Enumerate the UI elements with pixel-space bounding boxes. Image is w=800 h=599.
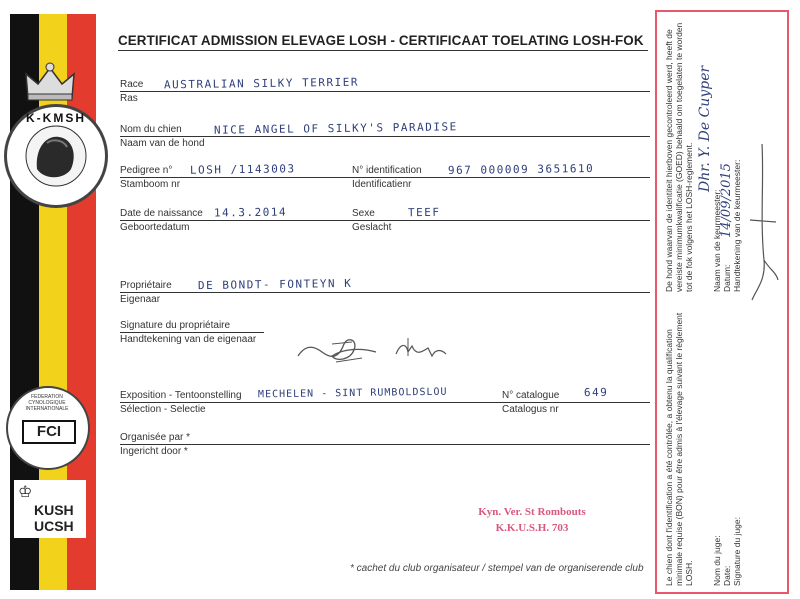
birthdate-rule (120, 220, 650, 221)
club-stamp (462, 506, 602, 534)
panel-nl-text: De hond waarvan de identiteit hierboven gecontroleerd werd, heeft de vereiste minimumkwalificatie (GOED) behaald om toegelaten te worden tot de fok volgens het LOSH-reglement. (664, 22, 694, 292)
identification-value: 967 000009 3651610 (447, 161, 595, 178)
owner-signature-scribble (292, 330, 472, 370)
identification-label-nl: Identificatienr (352, 179, 412, 190)
owner-value: DE BONDT- FONTEYN K (197, 276, 353, 293)
fci-label: FCI (22, 420, 76, 444)
exhibition-value: MECHELEN - SINT RUMBOLDSLOU (257, 386, 448, 401)
exhibition-label-nl: Sélection - Selectie (120, 404, 206, 415)
sex-label-nl: Geslacht (352, 222, 392, 233)
kush-text: KUSH (34, 502, 74, 518)
pedigree-value: LOSH /1143003 (189, 162, 296, 177)
catalogue-value: 649 (583, 385, 609, 400)
kmsh-emblem-text: K-KMSH (26, 111, 86, 125)
stamp-line-1: Kyn. Ver. St Rombouts (478, 506, 586, 518)
sex-value: TEEF (407, 205, 441, 220)
organised-label-fr: Organisée par * (120, 432, 191, 443)
fci-ring-text: FEDERATION CYNOLOGIQUE INTERNATIONALE (25, 394, 69, 412)
panel-fr-date-label: Date: (722, 565, 732, 586)
owner-label-nl: Eigenaar (120, 294, 161, 305)
judge-date: 14/09/2015 (719, 163, 734, 238)
organised-rule (120, 444, 650, 445)
panel-fr-text: Le chien dont l'identification a été contrôlée, a obtenu la qualification minimale requise (BON) pour être admis à l'élevage suivant le règlement LOSH. (664, 312, 694, 586)
name-rule (120, 136, 650, 137)
name-value: NICE ANGEL OF SILKY'S PARADISE (213, 120, 458, 137)
kush-logo (14, 480, 86, 538)
exhibition-label-fr: Exposition - Tentoonstelling (120, 390, 242, 401)
ucsh-text: UCSH (34, 518, 74, 534)
catalogue-label-fr: N° catalogue (502, 390, 560, 401)
identification-label-fr: N° identification (352, 165, 422, 176)
panel-fr-judge-label: Nom du juge: (712, 535, 722, 586)
name-label-nl: Naam van de hond (120, 138, 205, 149)
title-rule (118, 50, 648, 51)
exhibition-rule (120, 402, 650, 403)
kush-crown-icon: ♔ (18, 484, 33, 501)
birthdate-label-nl: Geboortedatum (120, 222, 190, 233)
footnote: * cachet du club organisateur / stempel van de organiserende club (350, 563, 644, 574)
judge-signature-scribble (742, 140, 782, 310)
catalogue-label-nl: Catalogus nr (502, 404, 559, 415)
pedigree-label-fr: Pedigree n° (120, 165, 173, 176)
panel-nl-sign-label: Handtekening van de keurmeester: (732, 159, 742, 292)
signature-rule (120, 332, 264, 333)
judge-name: Dhr. Y. De Cuyper (697, 65, 713, 192)
race-value: AUSTRALIAN SILKY TERRIER (163, 75, 360, 92)
name-label-fr: Nom du chien (120, 124, 182, 135)
birthdate-value: 14.3.2014 (213, 205, 288, 220)
panel-fr-sign-label: Signature du juge: (732, 517, 742, 586)
panel-nl-date-label: Datum: (722, 264, 732, 292)
owner-rule (120, 292, 650, 293)
organised-label-nl: Ingericht door * (120, 446, 188, 457)
owner-label-fr: Propriétaire (120, 280, 172, 291)
pedigree-label-nl: Stamboom nr (120, 179, 181, 190)
kmsh-emblem (4, 104, 108, 208)
certificate-title: CERTIFICAT ADMISSION ELEVAGE LOSH - CERTIFICAAT TOELATING LOSH-FOK (118, 33, 644, 48)
birthdate-label-fr: Date de naissance (120, 208, 203, 219)
pedigree-rule (120, 177, 650, 178)
stamp-line-2: K.K.U.S.H. 703 (495, 522, 569, 534)
race-label-nl: Ras (120, 93, 138, 104)
sex-label-fr: Sexe (352, 208, 375, 219)
panel-nl-judge-label: Naam van de keurmeester: (712, 189, 722, 292)
signature-label-fr: Signature du propriétaire (120, 320, 231, 331)
fci-emblem (6, 386, 90, 470)
race-rule (120, 91, 650, 92)
race-label-fr: Race (120, 79, 144, 90)
signature-label-nl: Handtekening van de eigenaar (120, 334, 257, 345)
kmsh-crown-icon (22, 62, 78, 102)
